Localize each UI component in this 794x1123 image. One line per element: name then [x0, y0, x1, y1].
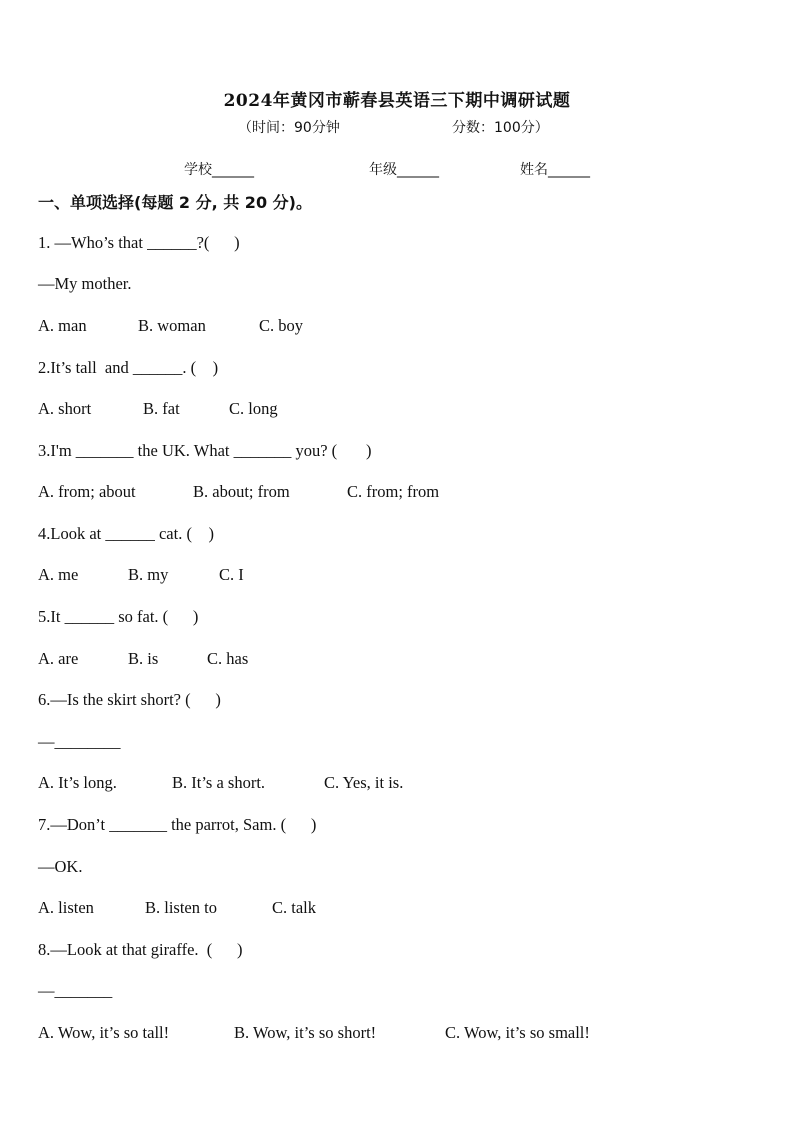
- question-6-stem: 6.—Is the skirt short? ( ): [38, 690, 221, 709]
- question-2-stem: 2.It’s tall and ______. ( ): [38, 358, 219, 377]
- question-7-option-b: B. listen to: [145, 898, 217, 917]
- exam-score: 分数：100分）: [452, 120, 549, 136]
- question-7-answer-line: —OK.: [38, 857, 83, 876]
- question-2-option-b: B. fat: [143, 399, 180, 418]
- question-6-option-c: C. Yes, it is.: [324, 773, 404, 792]
- page-title: 2024年黄冈市蕲春县英语三下期中调研试题: [223, 91, 571, 111]
- school-field: 学校______: [184, 162, 254, 178]
- question-1-option-a: A. man: [38, 316, 87, 335]
- question-4-option-b: B. my: [128, 565, 169, 584]
- question-8-option-b: B. Wow, it’s so short!: [234, 1023, 377, 1042]
- question-2-option-a: A. short: [38, 399, 92, 418]
- question-5-option-b: B. is: [128, 649, 159, 668]
- question-4-stem: 4.Look at ______ cat. ( ): [38, 524, 214, 543]
- name-field: 姓名______: [520, 162, 590, 178]
- question-6-option-b: B. It’s a short.: [172, 773, 266, 792]
- question-6-answer-line: —________: [38, 732, 121, 751]
- question-3-option-c: C. from; from: [347, 482, 440, 501]
- question-7-option-c: C. talk: [272, 898, 316, 917]
- question-1-answer-line: —My mother.: [38, 274, 132, 293]
- question-8-stem: 8.—Look at that giraffe. ( ): [38, 940, 243, 959]
- question-5-option-a: A. are: [38, 649, 79, 668]
- question-4-option-a: A. me: [38, 565, 79, 584]
- question-5-stem: 5.It ______ so fat. ( ): [38, 607, 199, 626]
- question-7-stem: 7.—Don’t _______ the parrot, Sam. ( ): [38, 815, 317, 834]
- question-1-option-c: C. boy: [259, 316, 304, 335]
- exam-time: （时间：90分钟: [238, 120, 340, 136]
- grade-field: 年级______: [369, 162, 439, 178]
- question-1-stem: 1. —Who’s that ______?( ): [38, 233, 240, 252]
- question-1-option-b: B. woman: [138, 316, 206, 335]
- question-8-answer-line: —_______: [38, 981, 113, 1000]
- question-7-option-a: A. listen: [38, 898, 94, 917]
- question-2-option-c: C. long: [229, 399, 278, 418]
- question-3-option-a: A. from; about: [38, 482, 136, 501]
- question-3-stem: 3.I'm _______ the UK. What _______ you? ( ): [38, 441, 372, 460]
- question-3-option-b: B. about; from: [193, 482, 290, 501]
- question-8-option-c: C. Wow, it’s so small!: [445, 1023, 590, 1042]
- section-heading: 一、单项选择(每题 2 分, 共 20 分)。: [38, 193, 312, 212]
- question-5-option-c: C. has: [207, 649, 249, 668]
- question-6-option-a: A. It’s long.: [38, 773, 117, 792]
- question-8-option-a: A. Wow, it’s so tall!: [38, 1023, 170, 1042]
- question-4-option-c: C. I: [219, 565, 244, 584]
